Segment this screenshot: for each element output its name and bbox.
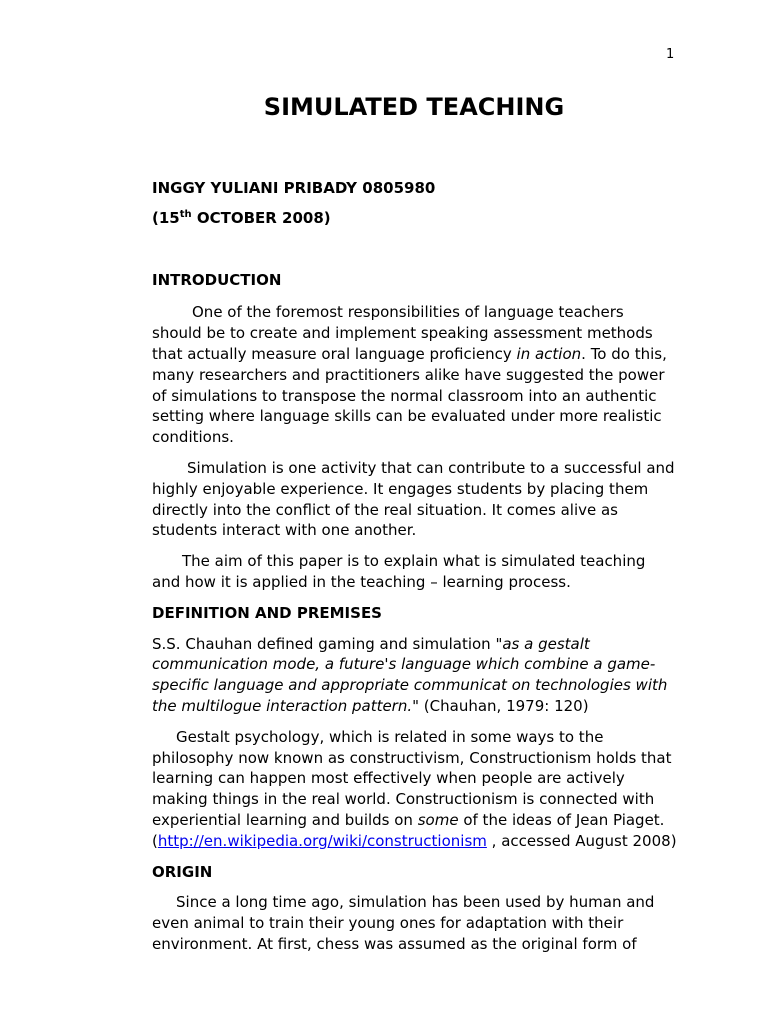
intro-paragraph-3: The aim of this paper is to explain what is simulated teaching and how it is applied in the teaching – learning process. xyxy=(152,552,646,591)
date-superscript: th xyxy=(179,208,192,220)
wikipedia-link[interactable]: http://en.wikipedia.org/wiki/constructionism xyxy=(157,831,487,850)
origin-paragraph-1: Since a long time ago, simulation has been used by human and even animal to train their young ones for adaptation with their environment. At first, chess was assumed as the original form of xyxy=(152,893,655,953)
heading-origin: ORIGIN xyxy=(152,862,213,881)
heading-definition: DEFINITION AND PREMISES xyxy=(152,603,382,622)
document-title: SIMULATED TEACHING xyxy=(263,93,565,121)
document-body xyxy=(152,178,678,955)
intro-paragraph-1: One of the foremost responsibilities of language teachers should be to create and implement speaking assessment methods that actually measure oral language proficiency in action. To do this, many researchers and practitioners alike have suggested the power of simulations to transpose the normal classroom into an authentic setting where language skills can be evaluated under more realistic conditions. xyxy=(152,303,667,447)
page-number: 1 xyxy=(666,47,675,62)
emphasis-in-action: in action xyxy=(516,344,582,363)
chauhan-quote: "as a gestalt communication mode, a future's language which combine a game-specific language and appropriate communicat on technologies with the multilogue interaction pattern." xyxy=(152,634,668,715)
date-line xyxy=(152,208,678,229)
date-rest: OCTOBER 2008) xyxy=(191,208,331,227)
definition-paragraph-1: S.S. Chauhan defined gaming and simulation "as a gestalt communication mode, a future's language which combine a game-specific language and appropriate communicat on technologies with the multilogue interaction pattern." (Chauhan, 1979: 120) xyxy=(152,634,668,715)
date-open: (15 xyxy=(152,208,180,227)
heading-introduction: INTRODUCTION xyxy=(152,270,282,289)
emphasis-some: some xyxy=(417,810,459,829)
author-line: INGGY YULIANI PRIBADY 0805980 xyxy=(152,179,436,197)
intro-paragraph-2: Simulation is one activity that can contribute to a successful and highly enjoyable experience. It engages students by placing them directly into the conflict of the real situation. It comes alive as students interact with one another. xyxy=(152,458,675,540)
definition-paragraph-2: Gestalt psychology, which is related in some ways to the philosophy now known as constructivism, Constructionism holds that learning can happen most effectively when people are actively making things in the real world. Constructionism is connected with experiential learning and builds on some of the ideas of Jean Piaget. (http://en.wikipedia.org/wiki/constructionism , accessed August 2008) xyxy=(152,727,677,850)
